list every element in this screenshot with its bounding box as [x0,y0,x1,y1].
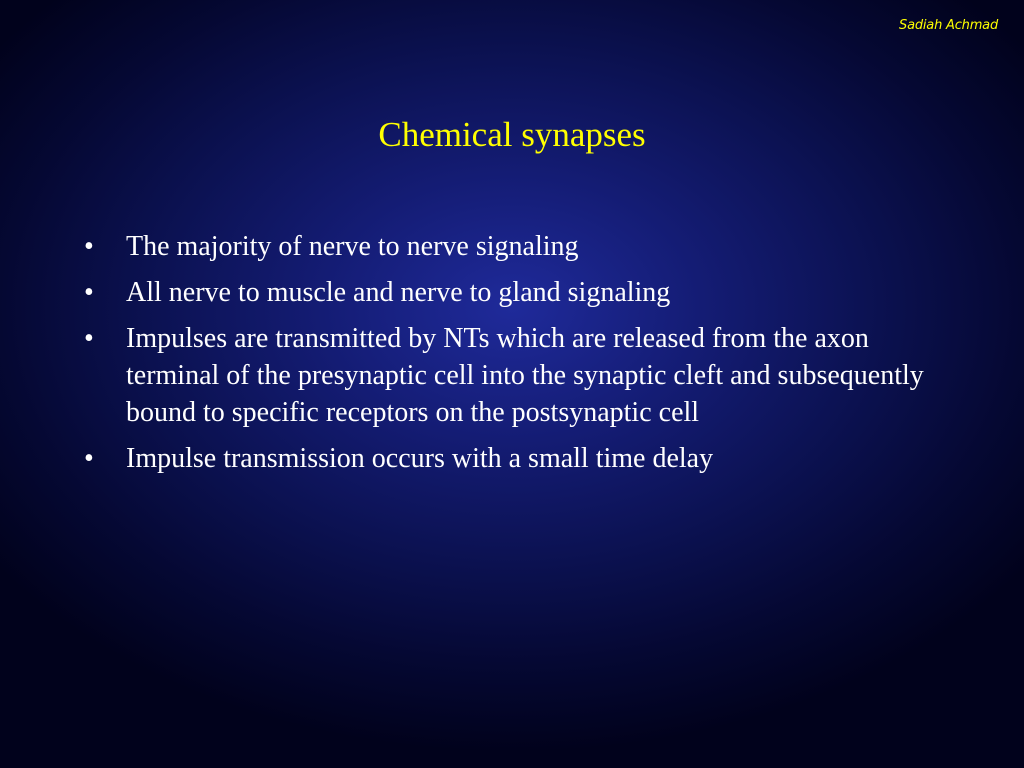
bullet-item [84,228,934,265]
bullet-icon: • [84,277,94,308]
bullet-item [84,274,934,311]
bullet-icon: • [84,443,94,474]
bullet-text: Impulses are transmitted by NTs which are released from the axon terminal of the presynaptic cell into the synaptic cleft and subsequently bound to specific receptors on the postsynaptic cell [126,323,924,428]
bullet-icon: • [84,323,94,354]
bullet-item [84,440,934,477]
bullet-text: Impulse transmission occurs with a small time delay [126,443,714,474]
bullet-list [84,228,934,486]
bullet-text: The majority of nerve to nerve signaling [126,231,579,262]
author-label: Sadiah Achmad [899,18,998,33]
bullet-icon: • [84,231,94,262]
bullet-text: All nerve to muscle and nerve to gland signaling [126,277,671,308]
bullet-item [84,320,934,431]
slide-title: Chemical synapses [378,115,646,154]
